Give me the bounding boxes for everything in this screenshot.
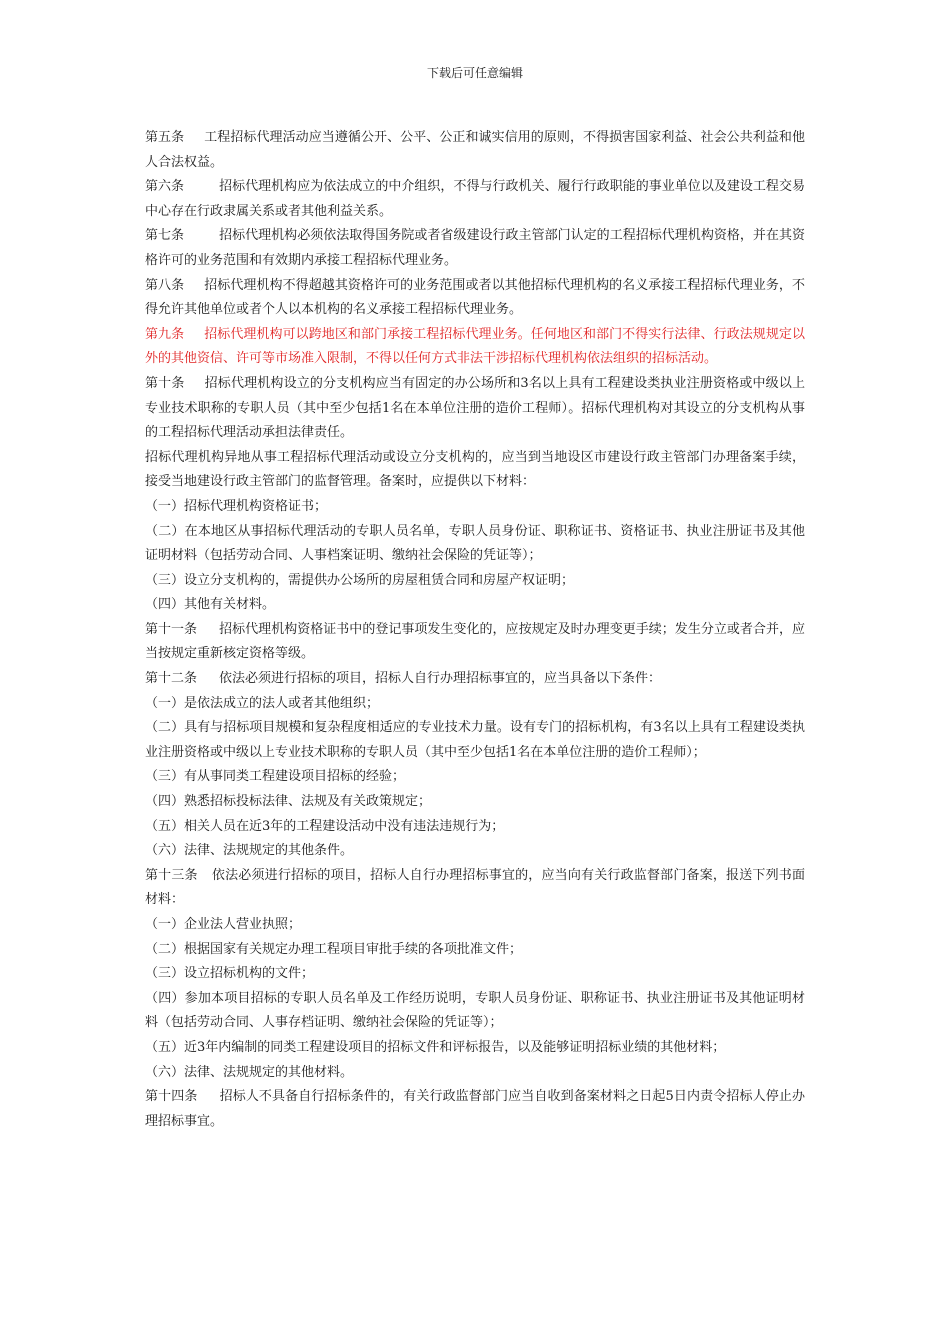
paragraph-text: （一）是依法成立的法人或者其他组织； bbox=[145, 695, 380, 711]
paragraph bbox=[145, 790, 805, 815]
document-body bbox=[145, 126, 805, 1134]
paragraph-text: 依法必须进行招标的项目，招标人自行办理招标事宜的，应当具备以下条件： bbox=[219, 671, 662, 687]
paragraph bbox=[145, 815, 805, 840]
article-number: 第十条 bbox=[145, 375, 185, 391]
paragraph bbox=[145, 692, 805, 717]
paragraph-text: （三）有从事同类工程建设项目招标的经验； bbox=[145, 769, 406, 785]
paragraph-text: 招标人不具备自行招标条件的，有关行政监督部门应当自收到备案材料之日起5日内责令招标人停止办理招标事宜。 bbox=[145, 1089, 805, 1129]
paragraph-text: （六）法律、法规规定的其他条件。 bbox=[145, 843, 354, 859]
paragraph bbox=[145, 716, 805, 765]
paragraph-text: 招标代理机构设立的分支机构应当有固定的办公场所和3名以上具有工程建设类执业注册资格或中级以上专业技术职称的专职人员（其中至少包括1名在本单位注册的造价工程师）。招标代理机构对其设立的分支机构从事的工程招标代理活动承担法律责任。 bbox=[145, 375, 805, 441]
paragraph bbox=[145, 1036, 805, 1061]
paragraph-text: 招标代理机构应为依法成立的中介组织，不得与行政机关、履行行政职能的事业单位以及建设工程交易中心存在行政隶属关系或者其他利益关系。 bbox=[145, 179, 805, 219]
paragraph-text: 工程招标代理活动应当遵循公开、公平、公正和诚实信用的原则，不得损害国家利益、社会公共利益和他人合法权益。 bbox=[145, 130, 805, 170]
paragraph-text: （六）法律、法规规定的其他材料。 bbox=[145, 1064, 354, 1080]
paragraph bbox=[145, 224, 805, 273]
article-number: 第六条 bbox=[145, 179, 185, 195]
paragraph-text: 招标代理机构异地从事工程招标代理活动或设立分支机构的，应当到当地设区市建设行政主管部门办理备案手续，接受当地建设行政主管部门的监督管理。备案时，应提供以下材料： bbox=[145, 449, 805, 490]
article-number: 第八条 bbox=[145, 277, 185, 293]
article-number: 第十一条 bbox=[145, 621, 198, 637]
paragraph bbox=[145, 839, 805, 864]
paragraph-text: （三）设立招标机构的文件； bbox=[145, 966, 315, 982]
paragraph-text: （五）相关人员在近3年的工程建设活动中没有违法违规行为； bbox=[145, 818, 505, 834]
article-number: 第九条 bbox=[145, 326, 185, 342]
paragraph bbox=[145, 864, 805, 913]
paragraph bbox=[145, 274, 805, 323]
paragraph-text: （二）在本地区从事招标代理活动的专职人员名单，专职人员身份证、职称证书、资格证书、执业注册证书及其他证明材料（包括劳动合同、人事档案证明、缴纳社会保险的凭证等）； bbox=[145, 523, 805, 564]
paragraph bbox=[145, 1085, 805, 1134]
paragraph-text: 招标代理机构不得超越其资格许可的业务范围或者以其他招标代理机构的名义承接工程招标代理业务，不得允许其他单位或者个人以本机构的名义承接工程招标代理业务。 bbox=[145, 277, 805, 318]
paragraph-text: 招标代理机构必须依法取得国务院或者省级建设行政主管部门认定的工程招标代理机构资格，并在其资格许可的业务范围和有效期内承接工程招标代理业务。 bbox=[145, 228, 805, 268]
paragraph bbox=[145, 323, 805, 372]
paragraph-text: （一）企业法人营业执照； bbox=[145, 917, 302, 932]
paragraph-text: （五）近3年内编制的同类工程建设项目的招标文件和评标报告，以及能够证明招标业绩的其他材料； bbox=[145, 1039, 726, 1055]
article-number: 第十二条 bbox=[145, 671, 198, 687]
paragraph bbox=[145, 372, 805, 446]
article-number: 第七条 bbox=[145, 228, 185, 244]
paragraph bbox=[145, 175, 805, 224]
paragraph bbox=[145, 495, 805, 520]
paragraph-text: （二）根据国家有关规定办理工程项目审批手续的各项批准文件； bbox=[145, 941, 523, 957]
paragraph bbox=[145, 913, 805, 938]
paragraph bbox=[145, 593, 805, 618]
paragraph-text: （四）熟悉招标投标法律、法规及有关政策规定； bbox=[145, 794, 432, 810]
paragraph bbox=[145, 667, 805, 692]
paragraph-text: 招标代理机构资格证书中的登记事项发生变化的，应按规定及时办理变更手续；发生分立或者合并，应当按规定重新核定资格等级。 bbox=[145, 621, 805, 662]
article-number: 第五条 bbox=[145, 130, 185, 145]
paragraph bbox=[145, 618, 805, 667]
paragraph bbox=[145, 520, 805, 569]
paragraph bbox=[145, 126, 805, 175]
paragraph bbox=[145, 987, 805, 1036]
article-number: 第十四条 bbox=[145, 1089, 198, 1105]
paragraph-text: （四）参加本项目招标的专职人员名单及工作经历说明，专职人员身份证、职称证书、执业注册证书及其他证明材料（包括劳动合同、人事存档证明、缴纳社会保险的凭证等）； bbox=[145, 990, 805, 1031]
paragraph bbox=[145, 962, 805, 987]
paragraph bbox=[145, 569, 805, 594]
page-header: 下载后可任意编辑 bbox=[426, 66, 523, 80]
paragraph bbox=[145, 1061, 805, 1086]
paragraph bbox=[145, 938, 805, 963]
paragraph-text: 招标代理机构可以跨地区和部门承接工程招标代理业务。任何地区和部门不得实行法律、行政法规规定以外的其他资信、许可等市场准入限制，不得以任何方式非法干涉招标代理机构依法组织的招标活动。 bbox=[145, 326, 805, 367]
paragraph-text: （四）其他有关材料。 bbox=[145, 597, 276, 613]
paragraph-text: （一）招标代理机构资格证书； bbox=[145, 498, 328, 514]
paragraph bbox=[145, 446, 805, 495]
article-number: 第十三条 bbox=[145, 867, 198, 883]
paragraph-text: （二）具有与招标项目规模和复杂程度相适应的专业技术力量。设有专门的招标机构，有3名以上具有工程建设类执业注册资格或中级以上专业技术职称的专职人员（其中至少包括1名在本单位注册的造价工程师）； bbox=[145, 720, 805, 760]
paragraph bbox=[145, 765, 805, 790]
paragraph-text: 依法必须进行招标的项目，招标人自行办理招标事宜的，应当向有关行政监督部门备案，报送下列书面材料： bbox=[145, 867, 805, 908]
paragraph-text: （三）设立分支机构的，需提供办公场所的房屋租赁合同和房屋产权证明； bbox=[145, 572, 575, 588]
